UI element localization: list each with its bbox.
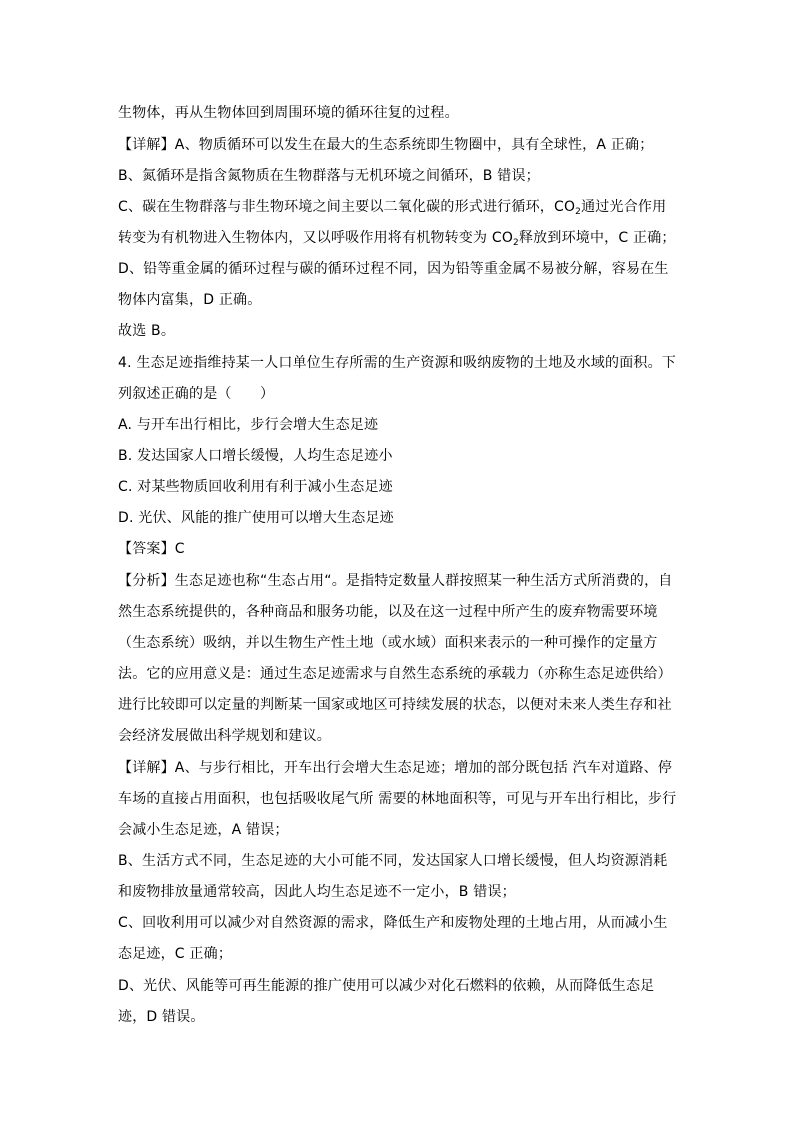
text-line: 【分析】生态足迹也称“生态占用“。是指特定数量人群按照某一种生活方式所消费的，自	[118, 573, 673, 589]
text-line: 转变为有机物进入生物体内，又以呼吸作用将有机物转变为 $CO_2$释放到环境中，C 正确；	[118, 230, 676, 248]
answer-line: 【答案】C	[118, 541, 185, 557]
subscript: 2	[575, 207, 582, 217]
text-line: 然生态系统提供的，各种商品和服务功能，以及在这一过程中所产生的废弃物需要环境	[118, 604, 658, 620]
text-line: B、氮循环是指含氮物质在生物群落与无机环境之间循环，B 错误；	[118, 168, 540, 184]
text-line: C、回收利用可以减少对自然资源的需求，降低生产和废物处理的土地占用，从而减小生	[118, 915, 668, 931]
text-line: B、生活方式不同，生态足迹的大小可能不同，发达国家人口增长缓慢，但人均资源消耗	[118, 853, 668, 869]
option-b: B. 发达国家人口增长缓慢，人均生态足迹小	[118, 448, 393, 464]
option-a: A. 与开车出行相比，步行会增大生态足迹	[118, 417, 379, 433]
text-line: 车场的直接占用面积，也包括吸收尾气所 需要的林地面积等，可见与开车出行相比，步行	[118, 791, 677, 807]
text-line: 迹，D 错误。	[118, 1009, 205, 1025]
text-line: C、碳在生物群落与非生物环境之间主要以二氧化碳的形式进行循环，$CO_2$通过光合作用	[118, 199, 667, 217]
question-stem: 4. 生态足迹指维持某一人口单位生存所需的生产资源和吸纳废物的土地及水域的面积。下	[118, 355, 677, 371]
text-line: 会减小生态足迹，A 错误；	[118, 822, 289, 838]
option-d: D. 光伏、风能的推广使用可以增大生态足迹	[118, 510, 394, 526]
text-line: 生物体，再从生物体回到周围环境的循环往复的过程。	[118, 105, 459, 121]
text-line: 态足迹，C 正确；	[118, 946, 233, 962]
text-line: D、铅等重金属的循环过程与碳的循环过程不同，因为铅等重金属不易被分解，容易在生	[118, 261, 669, 277]
text-line: 法。它的应用意义是：通过生态足迹需求与自然生态系统的承载力（亦称生态足迹供给）	[118, 666, 672, 682]
text-line: 物体内富集，D 正确。	[118, 292, 262, 308]
text-line: （生态系统）吸纳，并以生物生产性土地（或水域）面积来表示的一种可操作的定量方	[118, 635, 658, 651]
subscript: 2	[513, 238, 519, 248]
text-line: 【详解】A、与步行相比，开车出行会增大生态足迹；增加的部分既包括 汽车对道路、停	[118, 760, 673, 776]
question-stem: 列叙述正确的是（ ）	[118, 386, 275, 402]
text-line: D、光伏、风能等可再生能源的推广使用可以减少对化石燃料的依赖，从而降低生态足	[118, 978, 655, 994]
option-c: C. 对某些物质回收利用有利于减小生态足迹	[118, 479, 393, 495]
text-line: 进行比较即可以定量的判断某一国家或地区可持续发展的状态，以便对未来人类生存和社	[118, 697, 672, 713]
text-line: 【详解】A、物质循环可以发生在最大的生态系统即生物圈中，具有全球性，A 正确；	[118, 137, 654, 153]
text-line: 和废物排放量通常较高，因此人均生态足迹不一定小，B 错误；	[118, 884, 516, 900]
text-line: 故选 B。	[118, 323, 176, 339]
text-line: 会经济发展做出科学规划和建议。	[118, 728, 331, 744]
